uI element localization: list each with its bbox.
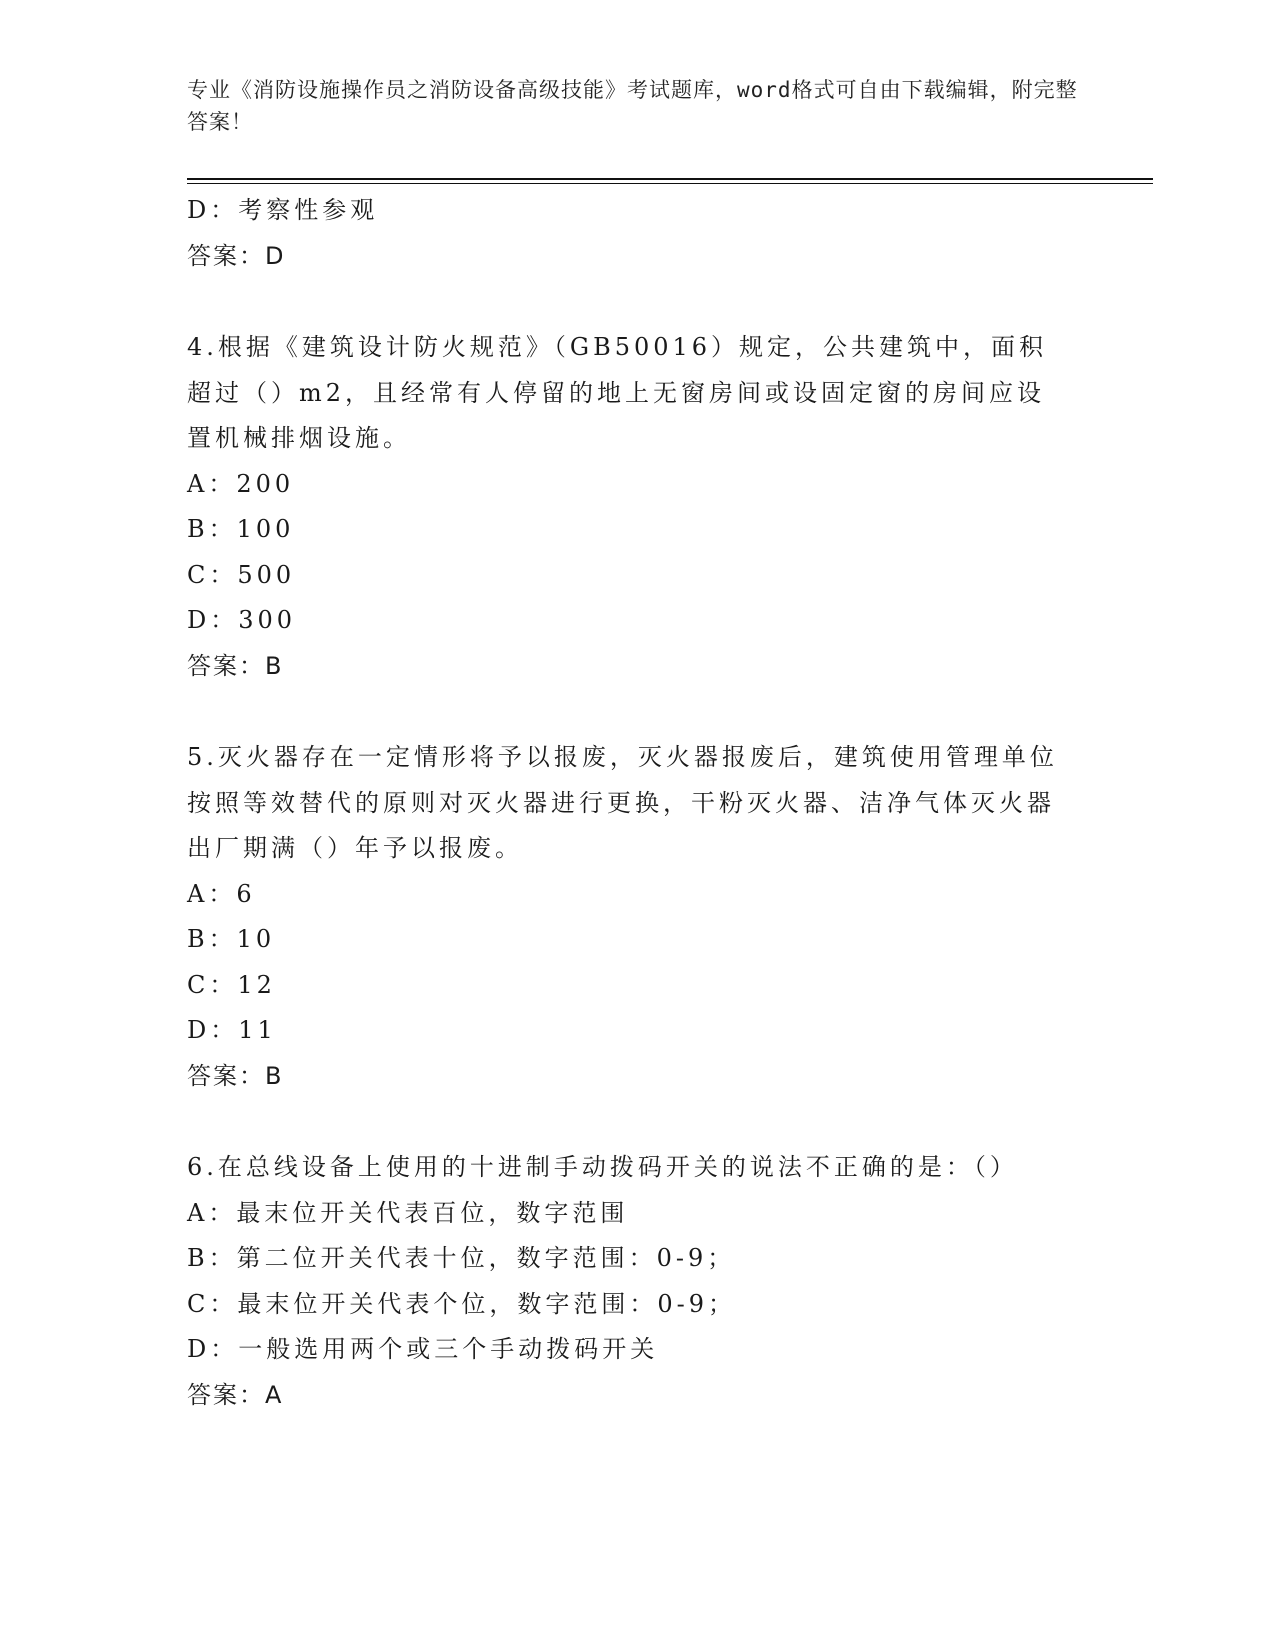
spacer: [187, 1099, 1087, 1145]
question-text: 6.在总线设备上使用的十进制手动拨码开关的说法不正确的是：（）: [187, 1153, 1018, 1181]
document-header: 专业《消防设施操作员之消防设备高级技能》考试题库，word格式可自由下载编辑，附完整答案！: [187, 78, 1078, 134]
previous-option-d: D：考察性参观: [187, 196, 379, 224]
question-4: [187, 325, 1087, 689]
header-divider-thick: [187, 178, 1153, 180]
answer: 答案：B: [187, 1061, 284, 1090]
spacer: [187, 279, 1087, 325]
question-text: 5.灭火器存在一定情形将予以报废，灭火器报废后，建筑使用管理单位按照等效替代的原则对灭火器进行更换，干粉灭火器、洁净气体灭火器出厂期满（）年予以报废。: [187, 743, 1058, 862]
document-body: [187, 188, 1087, 1418]
header-divider-thin: [187, 183, 1153, 184]
question-6: [187, 1145, 1087, 1418]
option-a: A：200: [187, 469, 295, 498]
option-d: D：11: [187, 1016, 277, 1044]
question-5: [187, 735, 1087, 1099]
option-b: B：10: [187, 925, 276, 953]
option-c: C：12: [187, 970, 276, 999]
option-d: D：300: [187, 606, 297, 634]
answer: 答案：A: [187, 1380, 284, 1409]
option-b: B：100: [187, 515, 295, 543]
option-c: C：最末位开关代表个位，数字范围：0-9；: [187, 1289, 737, 1318]
question-text: 4.根据《建筑设计防火规范》（GB50016）规定，公共建筑中，面积超过（）m2，且经常有人停留的地上无窗房间或设固定窗的房间应设置机械排烟设施。: [187, 333, 1048, 452]
option-d: D：一般选用两个或三个手动拨码开关: [187, 1335, 659, 1363]
spacer: [187, 689, 1087, 735]
option-c: C：500: [187, 560, 296, 589]
answer: 答案：B: [187, 651, 284, 680]
previous-answer: 答案：D: [187, 241, 286, 270]
option-a: A：最末位开关代表百位，数字范围: [187, 1198, 629, 1227]
option-a: A：6: [187, 879, 256, 908]
option-b: B：第二位开关代表十位，数字范围：0-9；: [187, 1244, 736, 1272]
